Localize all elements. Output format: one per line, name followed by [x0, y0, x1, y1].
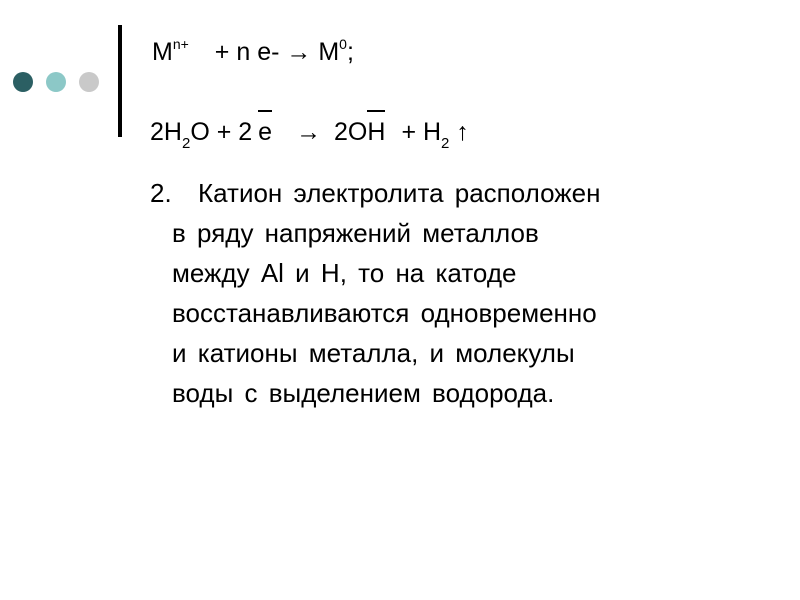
- eq2-hydroxide-h: H: [367, 112, 385, 152]
- dot-dark-icon: [13, 72, 33, 92]
- paragraph-line: и катионы металла, и молекулы: [172, 338, 575, 368]
- paragraph-line: восстанавливаются одновременно: [172, 298, 597, 328]
- paragraph-line: 2. Катион электролита расположен: [150, 173, 750, 213]
- vertical-divider: [118, 25, 122, 137]
- paragraph-line: в ряду напряжений металлов: [172, 218, 539, 248]
- dot-gray-icon: [79, 72, 99, 92]
- eq1-middle: + n e- → M: [214, 38, 340, 66]
- eq2-arrow: →: [296, 118, 322, 146]
- dot-teal-icon: [46, 72, 66, 92]
- eq2-electron: e: [258, 112, 272, 152]
- eq2-sub1: 2: [181, 135, 191, 152]
- equation-metal-reduction: [152, 34, 354, 70]
- eq2-part2: O + 2: [190, 118, 253, 146]
- eq2-up-arrow-icon: ↑: [456, 118, 469, 146]
- eq1-tail: ;: [346, 38, 354, 66]
- paragraph-line: между Al и H, то на катоде: [172, 258, 517, 288]
- eq2-sub2: 2: [441, 135, 450, 152]
- eq2-part4: + H: [401, 118, 442, 146]
- equation-water-reduction: [150, 112, 469, 152]
- explanation-paragraph: [150, 173, 750, 413]
- eq1-zero: 0: [339, 35, 347, 52]
- eq1-charge: n+: [172, 35, 189, 52]
- eq2-part3: 2O: [334, 118, 368, 146]
- eq2-part1: 2H: [150, 118, 182, 146]
- decorative-dots: [13, 72, 99, 94]
- eq1-metal: M: [152, 38, 173, 66]
- paragraph-line: воды с выделением водорода.: [172, 378, 555, 408]
- paragraph-number: 2.: [150, 178, 172, 208]
